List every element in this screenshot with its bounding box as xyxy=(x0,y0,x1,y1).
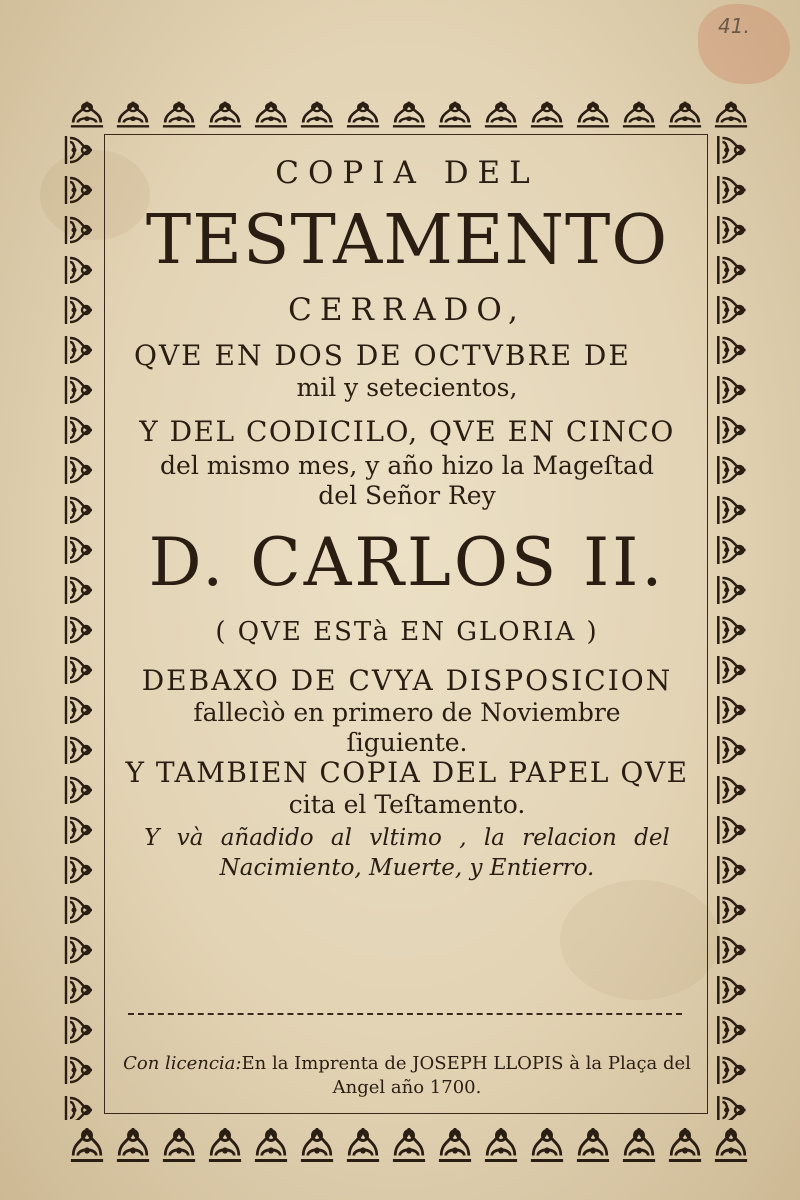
fleuron-ornament xyxy=(712,810,754,850)
fleuron-ornament xyxy=(712,410,754,450)
fleuron-ornament xyxy=(712,570,754,610)
fleuron-ornament xyxy=(60,130,100,170)
fleuron-ornament xyxy=(202,94,248,132)
fleuron-ornament xyxy=(712,450,754,490)
title-line-cerrado: CERRADO, xyxy=(288,291,526,328)
fleuron-ornament xyxy=(60,410,100,450)
fleuron-ornament xyxy=(248,1118,294,1168)
fleuron-ornament xyxy=(662,94,708,132)
imprint-licence: Con licencia: xyxy=(123,1053,242,1074)
fleuron-ornament xyxy=(712,610,754,650)
title-line-senor: del Señor Rey xyxy=(318,480,496,510)
title-line-addendum-1: Y và añadido al vltimo , la relacion del xyxy=(144,825,670,852)
fleuron-ornament xyxy=(64,94,110,132)
margin-note: 41. xyxy=(718,14,750,38)
fleuron-ornament xyxy=(708,94,754,132)
title-line-gloria: ( QVE ESTà EN GLORIA ) xyxy=(215,616,599,647)
fleuron-ornament xyxy=(386,94,432,132)
ornamental-border-left xyxy=(60,130,100,1120)
fleuron-ornament xyxy=(60,690,100,730)
fleuron-ornament xyxy=(60,570,100,610)
fleuron-ornament xyxy=(60,970,100,1010)
fleuron-ornament xyxy=(60,1050,100,1090)
fleuron-ornament xyxy=(110,94,156,132)
fleuron-ornament xyxy=(386,1118,432,1168)
fleuron-ornament xyxy=(60,450,100,490)
fleuron-ornament xyxy=(712,490,754,530)
fleuron-ornament xyxy=(712,370,754,410)
fleuron-ornament xyxy=(712,770,754,810)
fleuron-ornament xyxy=(60,330,100,370)
fleuron-ornament xyxy=(60,850,100,890)
title-line-mismo: del mismo mes, y año hizo la Mageſtad xyxy=(160,451,654,481)
title-line-codicilo: Y DEL CODICILO, QVE EN CINCO xyxy=(139,415,675,449)
ornamental-border-top xyxy=(64,94,754,132)
fleuron-ornament xyxy=(60,610,100,650)
fleuron-ornament xyxy=(712,1090,754,1120)
fleuron-ornament xyxy=(524,1118,570,1168)
fleuron-ornament xyxy=(570,94,616,132)
fleuron-ornament xyxy=(708,1118,754,1168)
imprint xyxy=(112,1052,702,1101)
fleuron-ornament xyxy=(712,210,754,250)
fleuron-ornament xyxy=(712,970,754,1010)
fleuron-ornament xyxy=(712,850,754,890)
fleuron-ornament xyxy=(712,730,754,770)
fleuron-ornament xyxy=(156,94,202,132)
fleuron-ornament xyxy=(662,1118,708,1168)
separator-rule xyxy=(128,1013,682,1015)
fleuron-ornament xyxy=(478,94,524,132)
title-line-tambien: Y TAMBIEN COPIA DEL PAPEL QVE xyxy=(125,756,689,790)
fleuron-ornament xyxy=(60,810,100,850)
fleuron-ornament xyxy=(340,94,386,132)
fleuron-ornament xyxy=(712,930,754,970)
fleuron-ornament xyxy=(524,94,570,132)
title-block xyxy=(112,150,702,881)
fleuron-ornament xyxy=(712,530,754,570)
ornamental-border-right xyxy=(712,130,754,1120)
fleuron-ornament xyxy=(712,890,754,930)
title-line-debaxo: DEBAXO DE CVYA DISPOSICION xyxy=(141,664,673,698)
imprint-line-1: En la Imprenta de JOSEPH LLOPIS à la Plaça del xyxy=(241,1053,691,1074)
fleuron-ornament xyxy=(570,1118,616,1168)
fleuron-ornament xyxy=(432,1118,478,1168)
fleuron-ornament xyxy=(712,650,754,690)
fleuron-ornament xyxy=(712,1050,754,1090)
fleuron-ornament xyxy=(616,94,662,132)
title-line-king: D. CARLOS II. xyxy=(148,524,666,602)
fleuron-ornament xyxy=(60,1090,100,1120)
fleuron-ornament xyxy=(60,250,100,290)
fleuron-ornament xyxy=(60,290,100,330)
title-line-siguiente: ſiguiente. xyxy=(346,727,468,757)
fleuron-ornament xyxy=(110,1118,156,1168)
fleuron-ornament xyxy=(156,1118,202,1168)
fleuron-ornament xyxy=(60,1010,100,1050)
fleuron-ornament xyxy=(60,890,100,930)
fleuron-ornament xyxy=(712,130,754,170)
fleuron-ornament xyxy=(60,770,100,810)
title-line-cita: cita el Teſtamento. xyxy=(288,789,526,819)
fleuron-ornament xyxy=(60,730,100,770)
imprint-line-2: Angel año 1700. xyxy=(332,1077,482,1099)
title-line-copia: COPIA DEL xyxy=(275,155,539,191)
fleuron-ornament xyxy=(248,94,294,132)
title-line-year: mil y setecientos, xyxy=(296,372,518,402)
ornamental-border-bottom xyxy=(64,1118,754,1168)
title-line-date: QVE EN DOS DE OCTVBRE DE xyxy=(134,338,631,372)
fleuron-ornament xyxy=(64,1118,110,1168)
fleuron-ornament xyxy=(712,250,754,290)
fleuron-ornament xyxy=(432,94,478,132)
fleuron-ornament xyxy=(712,1010,754,1050)
fleuron-ornament xyxy=(60,170,100,210)
fleuron-ornament xyxy=(712,690,754,730)
fleuron-ornament xyxy=(616,1118,662,1168)
fleuron-ornament xyxy=(712,170,754,210)
fleuron-ornament xyxy=(712,290,754,330)
fleuron-ornament xyxy=(294,1118,340,1168)
title-line-fallecio: fallecìò en primero de Noviembre xyxy=(193,698,621,728)
fleuron-ornament xyxy=(60,530,100,570)
fleuron-ornament xyxy=(478,1118,524,1168)
fleuron-ornament xyxy=(60,370,100,410)
fleuron-ornament xyxy=(294,94,340,132)
title-line-addendum-2: Nacimiento, Muerte, y Entierro. xyxy=(219,854,595,881)
fleuron-ornament xyxy=(202,1118,248,1168)
fleuron-ornament xyxy=(712,330,754,370)
fleuron-ornament xyxy=(60,210,100,250)
fleuron-ornament xyxy=(340,1118,386,1168)
fleuron-ornament xyxy=(60,650,100,690)
fleuron-ornament xyxy=(60,490,100,530)
fleuron-ornament xyxy=(60,930,100,970)
title-line-testamento: TESTAMENTO xyxy=(145,201,669,281)
